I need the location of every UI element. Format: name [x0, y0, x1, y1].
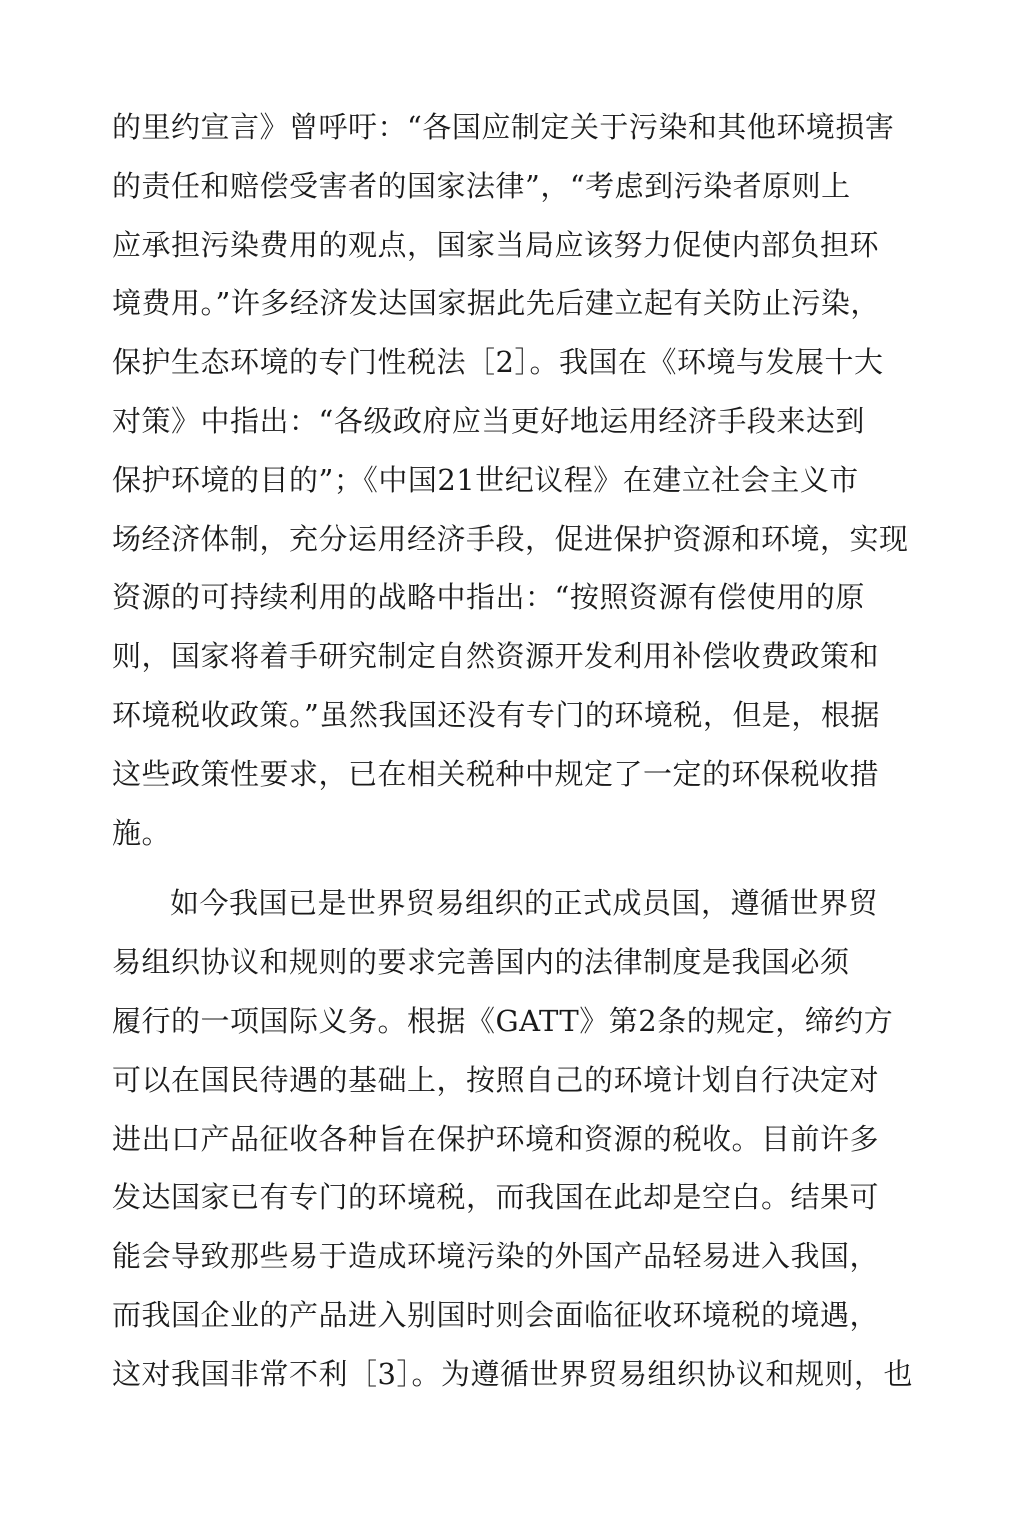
text-line: 境费用。”许多经济发达国家据此先后建立起有关防止污染，	[112, 286, 880, 321]
text-line: 保护生态环境的专门性税法［2］。我国在《环境与发展十大	[112, 345, 884, 380]
text-line: 如今我国已是世界贸易组织的正式成员国，遵循世界贸	[170, 886, 879, 921]
text-line: 的里约宣言》曾呼吁：“各国应制定关于污染和其他环境损害	[112, 110, 895, 144]
text-line: 资源的可持续利用的战略中指出：“按照资源有偿使用的原	[112, 580, 865, 615]
text-line: 的责任和赔偿受害者的国家法律”，“考虑到污染者原则上	[112, 168, 851, 203]
text-line: 而我国企业的产品进入别国时则会面临征收环境税的境遇，	[112, 1297, 880, 1332]
paragraph-1	[112, 98, 912, 862]
text-line: 施。	[112, 815, 172, 850]
paragraph-spacer	[112, 862, 912, 874]
text-line: 发达国家已有专门的环境税，而我国在此却是空白。结果可	[112, 1180, 880, 1215]
text-line: 易组织协议和规则的要求完善国内的法律制度是我国必须	[112, 945, 850, 980]
text-line: 履行的一项国际义务。根据《GATT》第2条的规定，缔约方	[112, 1003, 894, 1038]
text-line: 环境税收政策。”虽然我国还没有专门的环境税，但是，根据	[112, 697, 880, 732]
text-line: 可以在国民待遇的基础上，按照自己的环境计划自行决定对	[112, 1062, 880, 1097]
text-line: 能会导致那些易于造成环境污染的外国产品轻易进入我国，	[112, 1239, 880, 1274]
text-line: 场经济体制，充分运用经济手段，促进保护资源和环境，实现	[112, 521, 909, 556]
paragraph-2	[112, 874, 912, 1403]
text-line: 进出口产品征收各种旨在保护环境和资源的税收。目前许多	[112, 1121, 880, 1156]
body-text	[112, 98, 912, 1404]
text-line: 这对我国非常不利［3］。为遵循世界贸易组织协议和规则，也	[112, 1356, 913, 1391]
text-line: 应承担污染费用的观点，国家当局应该努力促使内部负担环	[112, 227, 880, 262]
text-line: 对策》中指出：“各级政府应当更好地运用经济手段来达到	[112, 403, 865, 438]
text-line: 则，国家将着手研究制定自然资源开发利用补偿收费政策和	[112, 639, 880, 674]
text-line: 保护环境的目的”；《中国21世纪议程》在建立社会主义市	[112, 462, 859, 497]
text-line: 这些政策性要求，已在相关税种中规定了一定的环保税收措	[112, 756, 880, 791]
